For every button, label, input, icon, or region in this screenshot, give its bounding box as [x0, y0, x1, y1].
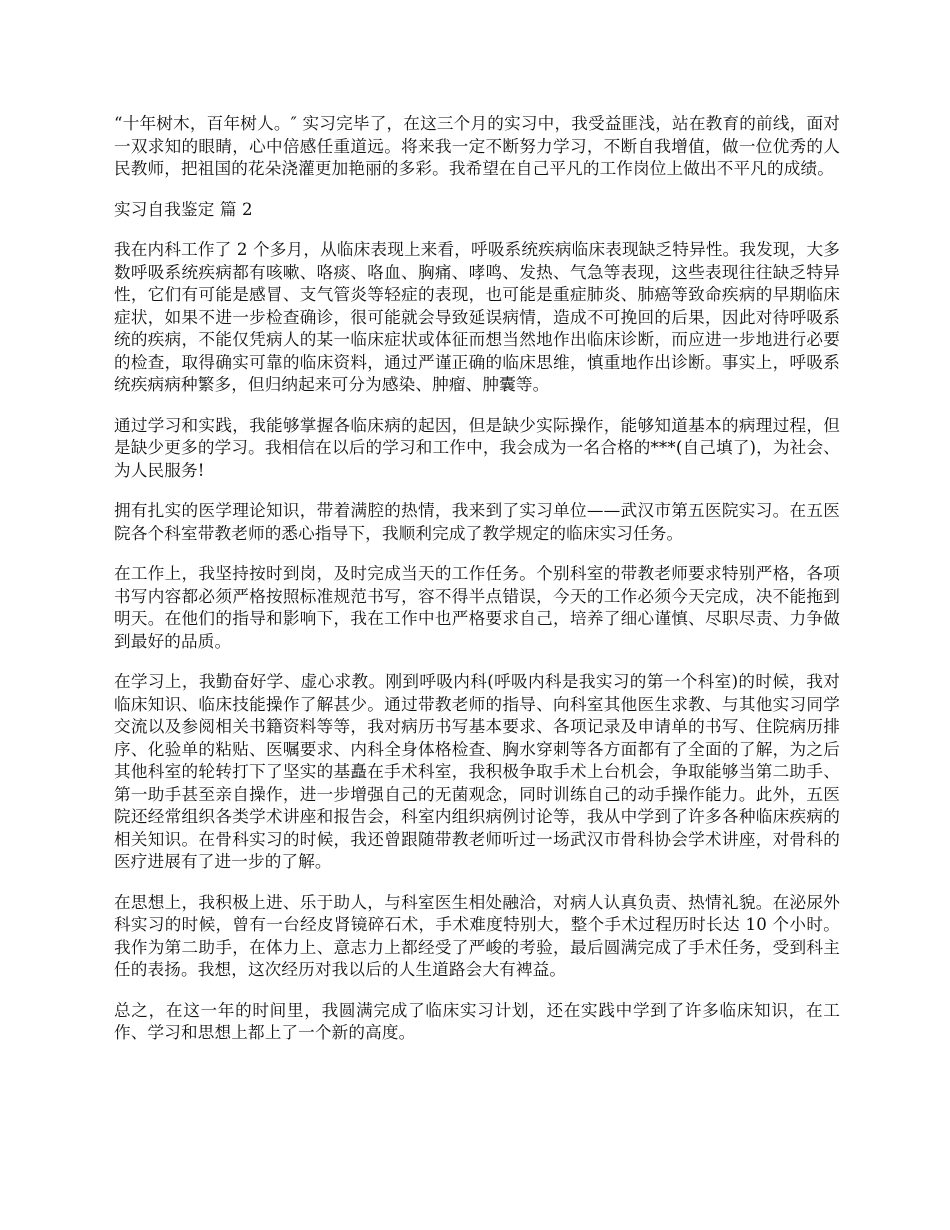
paragraph-learning-practice: 通过学习和实践，我能够掌握各临床病的起因，但是缺少实际操作，能够知道基本的病理过程，但是缺少更多的学习。我相信在以后的学习和工作中，我会成为一名合格的***(自己填了)，为社会、为人民服务!: [114, 415, 840, 480]
paragraph-thought: 在思想上，我积极上进、乐于助人，与科室医生相处融洽，对病人认真负责、热情礼貌。在泌尿外科实习的时候，曾有一台经皮肾镜碎石术，手术难度特别大，整个手术过程历时长达 10 个小时。我作为第二助手，在体力上、意志力上都经受了严峻的考验，最后圆满完成了手术任务，受到科主任的表扬。我想，这次经历对我以后的人生道路会大有裨益。: [114, 892, 840, 979]
document-page: [114, 113, 840, 1063]
paragraph-summary: 总之，在这一年的时间里，我圆满完成了临床实习计划，还在实践中学到了许多临床知识，在工作、学习和思想上都上了一个新的高度。: [114, 1000, 840, 1042]
section-heading: 实习自我鉴定 篇 2: [114, 199, 253, 219]
paragraph-internal-medicine: 我在内科工作了 2 个多月，从临床表现上来看，呼吸系统疾病临床表现缺乏特异性。我发现，大多数呼吸系统疾病都有咳嗽、咯痰、咯血、胸痛、哮鸣、发热、气急等表现，这些表现往往缺乏特异性，它们有可能是感冒、支气管炎等轻症的表现，也可能是重症肺炎、肺癌等致命疾病的早期临床症状，如果不进一步检查确诊，很可能就会导致延误病情，造成不可挽回的后果，因此对待呼吸系统的疾病，不能仅凭病人的某一临床症状或体征而想当然地作出临床诊断，而应进一步地进行必要的检查，取得确实可靠的临床资料，通过严谨正确的临床思维，慎重地作出诊断。事实上，呼吸系统疾病病种繁多，但归纳起来可分为感染、肿瘤、肿囊等。: [114, 240, 840, 394]
paragraph-study: 在学习上，我勤奋好学、虚心求教。刚到呼吸内科(呼吸内科是我实习的第一个科室)的时候，我对临床知识、临床技能操作了解甚少。通过带教老师的指导、向科室其他医生求教、与其他实习同学交流以及参阅相关书籍资料等等，我对病历书写基本要求、各项记录及申请单的书写、住院病历排序、化验单的粘贴、医嘱要求、内科全身体格检查、胸水穿刺等各方面都有了全面的了解，为之后其他科室的轮转打下了坚实的基矗在手术科室，我积极争取手术上台机会，争取能够当第二助手、第一助手甚至亲自操作，进一步增强自己的无菌观念，同时训练自己的动手操作能力。此外，五医院还经常组织各类学术讲座和报告会，科室内组织病例讨论等，我从中学到了许多各种临床疾病的相关知识。在骨科实习的时候，我还曾跟随带教老师听过一场武汉市骨科协会学术讲座，对骨科的医疗进展有了进一步的了解。: [114, 672, 840, 871]
paragraph-work: 在工作上，我坚持按时到岗，及时完成当天的工作任务。个别科室的带教老师要求特别严格，各项书写内容都必须严格按照标准规范书写，容不得半点错误，今天的工作必须今天完成，决不能拖到明天。在他们的指导和影响下，我在工作中也严格要求自己，培养了细心谨慎、尽职尽责、力争做到最好的品质。: [114, 564, 840, 651]
paragraph-internship-unit: 拥有扎实的医学理论知识，带着满腔的热情，我来到了实习单位——武汉市第五医院实习。在五医院各个科室带教老师的悉心指导下，我顺利完成了教学规定的临床实习任务。: [114, 501, 840, 543]
paragraph-closing-reflection: “十年树木，百年树人。″ 实习完毕了，在这三个月的实习中，我受益匪浅，站在教育的前线，面对一双求知的眼睛，心中倍感任重道远。将来我一定不断努力学习，不断自我增值，做一位优秀的人民教师，把祖国的花朵浇灌更加艳丽的多彩。我希望在自己平凡的工作岗位上做出不平凡的成绩。: [114, 114, 840, 178]
